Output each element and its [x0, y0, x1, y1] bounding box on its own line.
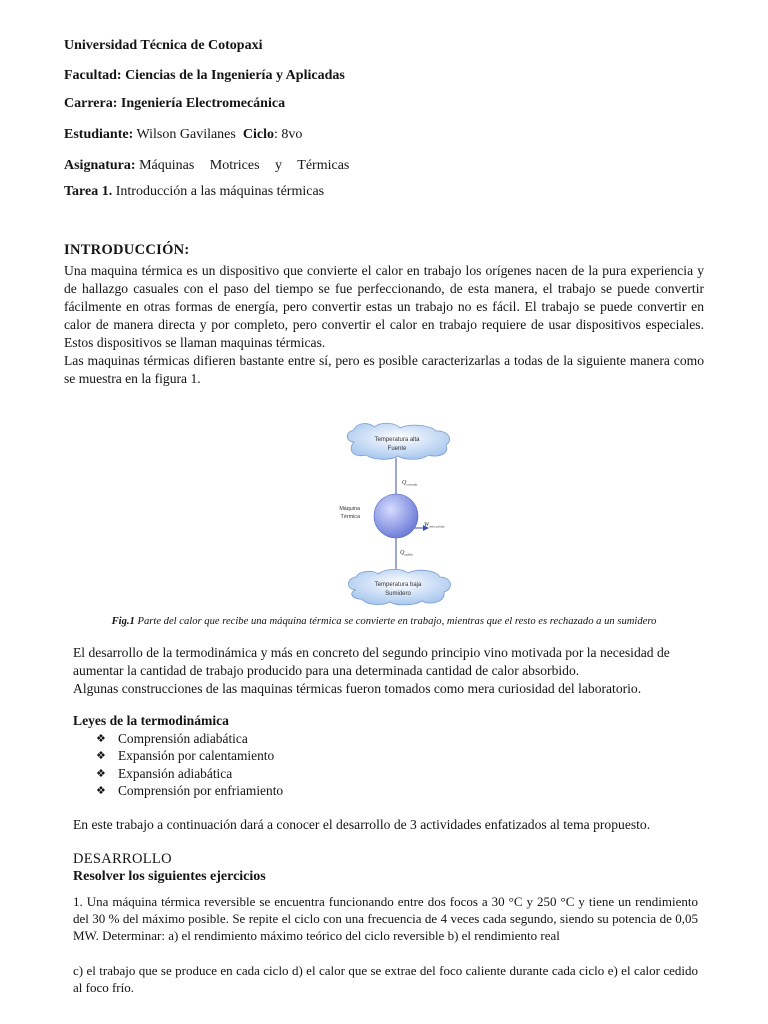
heat-engine-diagram	[332, 422, 472, 608]
cycle-label: Ciclo	[242, 127, 274, 142]
student-line: Estudiante: Wilson Gavilanes Ciclo: 8vo	[64, 127, 303, 142]
cycle-value: : 8vo	[273, 127, 303, 142]
hot-source-label-2: Fuente	[387, 446, 407, 452]
paragraph-4: Algunas construcciones de las maquinas térmicas fueron tomados como mera curiosidad del laboratorio.	[73, 681, 642, 696]
development-subtitle: Resolver los siguientes ejercicios	[73, 869, 266, 884]
figure-caption	[78, 614, 690, 629]
paragraph-5: En este trabajo a continuación dará a conocer el desarrollo de 3 actividades enfatizados al tema propuesto.	[73, 817, 651, 832]
engine-label-2: Térmica	[340, 514, 360, 520]
exercise-1-part-1: 1. Una máquina térmica reversible se encuentra funcionando entre dos focos a 30 °C y 250 °C y tiene un rendimiento del 30 % del máximo posible. Se repite el ciclo con una frecuencia de 4 veces cada segundo, siendo su potencia de 0,05 MW. Determinar: a) el rendimiento máximo teórico del ciclo reversible b) el rendimiento real	[73, 894, 698, 943]
list-item: ❖ Comprensión por enfriamiento	[96, 782, 284, 798]
career-value: Ingeniería Electromecánica	[120, 96, 286, 111]
subject-value: Máquinas Motrices y Térmicas	[139, 158, 350, 173]
task-value: Introducción a las máquinas térmicas	[115, 184, 325, 199]
list-item: ❖ Comprensión adiabática	[96, 731, 248, 746]
diamond-bullet-icon: ❖	[96, 783, 106, 797]
cold-sink-label-1: Temperatura baja	[374, 582, 422, 588]
q-in-label: $Q_{entrada}$	[402, 480, 418, 487]
hot-source-label-1: Temperatura alta	[374, 437, 420, 443]
laws-title: Leyes de la termodinámica	[73, 713, 229, 728]
laws-list	[96, 730, 283, 799]
introduction-title: INTRODUCCIÓN:	[64, 242, 190, 258]
introduction-paragraph-1: Una maquina térmica es un dispositivo que convierte el calor en trabajo los orígenes nacen de la pura experiencia y de hallazgo casuales con el paso del tiempo se fue perfeccionando, de esta manera, el trabajo se puede convertir fácilmente en otras formas de energía, pero convertir estas un trabajo no es fácil. El trabajo se puede convertir en calor de manera directa y por completo, pero convertir el calor en trabajo requiere de usar dispositivos especiales. Estos dispositivos se llaman maquinas térmicas.	[64, 263, 704, 350]
paragraph-3: El desarrollo de la termodinámica y más en concreto del segundo principio vino motivada por la necesidad de aumentar la cantidad de trabajo producido para una determinada cantidad de calor absorbido.	[73, 645, 670, 678]
cold-sink-label-2: Sumidero	[385, 591, 411, 597]
list-item: ❖ Expansión adiabática	[96, 765, 233, 781]
caption-label: Fig.1	[111, 616, 135, 627]
list-item: ❖ Expansión por calentamiento	[96, 748, 275, 764]
exercise-1-part-2: c) el trabajo que se produce en cada ciclo d) el calor que se extrae del foco caliente durante cada ciclo e) el calor cedido al foco frío.	[73, 963, 698, 995]
diamond-bullet-icon: ❖	[96, 749, 106, 763]
engine-sphere	[374, 494, 418, 538]
development-title: DESARROLLO	[73, 851, 172, 867]
diamond-bullet-icon: ❖	[96, 766, 106, 780]
task-line: Tarea 1. Introducción a las máquinas térmicas	[64, 184, 325, 199]
q-out-label: $Q_{salida}$	[400, 550, 413, 557]
engine-label-1: Máquina	[339, 506, 360, 512]
subject-line: Asignatura: Máquinas Motrices y Térmicas	[64, 158, 350, 173]
faculty-value: Ciencias de la Ingeniería y Aplicadas	[125, 68, 345, 83]
introduction-paragraph-2: Las maquinas térmicas difieren bastante entre sí, pero es posible caracterizarlas a todas de la siguiente manera como se muestra en la figura 1.	[64, 353, 704, 386]
caption-text: Parte del calor que recibe una máquina térmica se convierte en trabajo, mientras que el resto es rechazado a un sumidero	[137, 616, 657, 627]
w-out-label: $W_{neto,salida}$	[424, 522, 445, 529]
student-value: Wilson Gavilanes	[136, 127, 236, 142]
diamond-bullet-icon: ❖	[96, 732, 106, 745]
faculty-line: Facultad: Ciencias de la Ingeniería y Aplicadas	[64, 68, 345, 83]
career-line: Carrera: Ingeniería Electromecánica	[64, 96, 286, 111]
university-name: Universidad Técnica de Cotopaxi	[64, 38, 263, 53]
